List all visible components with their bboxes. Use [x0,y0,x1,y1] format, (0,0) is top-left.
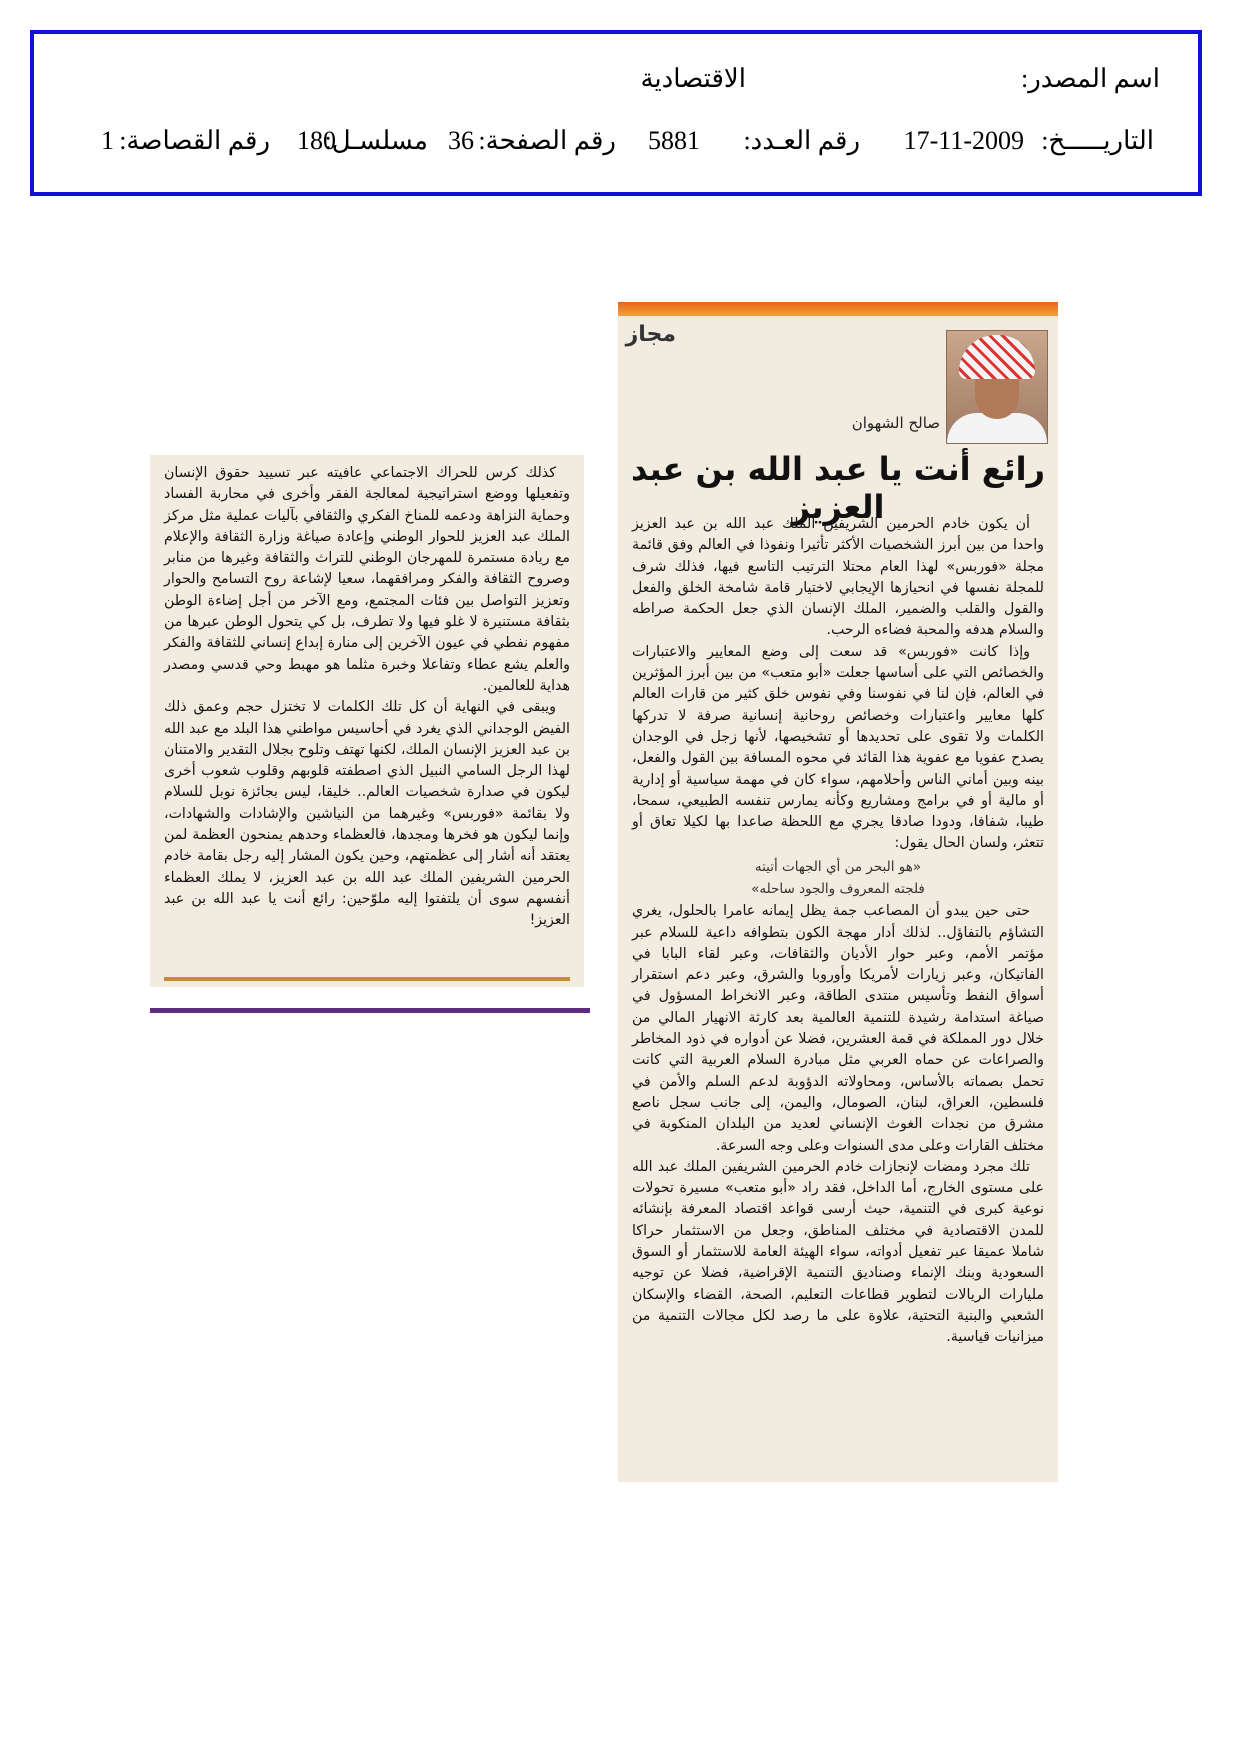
column-header-bar [618,302,1058,316]
column-rubric: مجاز [625,322,676,347]
issue-label: رقم العـدد: [743,126,860,155]
source-value: الاقتصادية [640,64,746,93]
clip-value: 1 [101,126,114,155]
serial-value: 180 [297,126,336,155]
article-paragraph: أن يكون خادم الحرمين الشريفين الملك عبد الله بن عبد العزيز واحدا من بين أبرز الشخصيات الأكثر تأثيرا ونفوذا في العالم وفق قائمة مجلة «فوربس» لهذا العام محتلا الترتيب التاسع فيها، فذلك شرف للمجلة نفسها في انحيازها الإيجابي لاختيار قامة شامخة الخلق والفعل والقول والقلب والضمير، الملك الإنسان الذي جعل الحكمة صراطه والسلام هدفه والمحبة فضاءه الرحب. [632,516,1044,639]
meta-row-source [34,64,1198,104]
article-paragraph: حتى حين يبدو أن المصاعب جمة يظل إيمانه عامرا بالحلول، يغري التشاؤم بالتفاؤل.. لذلك أدار مهجة الكون بتطوافه داعية للسلام عبر مؤتمر الأمم، وعبر حوار الأديان والثقافات، وعبر لقاء البابا في الفاتيكان، وعبر زيارات لأمريكا وأوروبا والشرق، وعبر دعم استقرار أسواق النفط وتأسيس منتدى الطاقة، وعبر الانخراط المسؤول في صياغة استدامة رشيدة للتنمية العالمية بعد كارثة الانهيار المالي من خلال دور المملكة في قمة العشرين، فضلا عن أدواره في ذود المخاطر والصراعات عن حماه العربي مثل مبادرة السلام العربية التي كانت تحمل بصماته بالأساس، ومحاولاته الدؤوبة لدعم السلم والأمن في فلسطين، العراق، لبنان، الصومال، واليمن، إلى جانب سجل ناصع مشرق من نجدات الغوث الإنساني لعديد من البلدان المنكوبة في مختلف القارات وعلى مدى السنوات وعلى وجه السرعة. [632,903,1044,1154]
continuation-body [164,463,570,932]
column-bottom-rule [164,977,570,981]
article-body [632,514,1044,1348]
article-continuation-column [150,455,584,987]
meta-row-details [34,126,1198,166]
article-headline: رائع أنت يا عبد الله بن عبد العزيز [630,450,1046,527]
date-label: التاريـــــخ: [1041,126,1154,155]
article-paragraph: ويبقى في النهاية أن كل تلك الكلمات لا تختزل حجم وعمق ذلك الفيض الوجداني الذي يغرد في أحاسيس مواطني هذا البلد مع عبد الله بن عبد العزيز الإنسان الملك، لكنها تهتف وتلوح بجلال التقدير والامتنان لهذا الرجل السامي النبيل الذي اصطفته قلوبهم وقلوب شعوب أخرى ليكون في صدارة شخصيات العالم.. خليقا، ليس بجائزة نوبل للسلام ولا بقائمة «فوربس» وغيرهما من النياشين والإشادات والشهادات، وإنما ليكون هو فخرها ومجدها، فالعظماء وحدهم يمنحون العظمة لمن يعتقد أنه أشار إلى عظمتهم، وحين يكون المشار إليه رجل بقامة خادم الحرمين الشريفين الملك عبد الله بن عبد العزيز، لا يملك العظماء أنفسهم سوى أن يلتفتوا إليه ملوّحين: رائع أنت يا عبد الله بن عبد العزيز! [164,699,570,929]
poem-verse-line: فلجته المعروف والجود ساحله» [751,881,925,897]
section-divider [150,1008,590,1013]
article-paragraph: تلك مجرد ومضات لإنجازات خادم الحرمين الشريفين الملك عبد الله على مستوى الخارج، أما الداخل، فقد راد «أبو متعب» مسيرة تحولات نوعية كبرى في التنمية، حيث أرسى قواعد اقتصاد المعرفة بإنشائه للمدن الاقتصادية في مختلف المناطق، وجعل من الاستثمار حراكا شاملا عميقا عبر تفعيل أدواته، سواء الهيئة العامة للاستثمار أو السوق السعودية وبنك الإنماء وصناديق التنمية الإقراضية، فضلا عن توجيه مليارات الريالات لتطوير قطاعات التعليم، الصحة، القضاء والإسكان الشعبي والبنية التحتية، علاوة على ما رصد لكل مجالات التنمية من ميزانيات قياسية. [632,1158,1044,1346]
date-value: 17-11-2009 [903,126,1024,155]
page-label: رقم الصفحة: [478,126,616,155]
article-paragraph: كذلك كرس للحراك الاجتماعي عافيته عبر تسييد حقوق الإنسان وتفعيلها ووضع استراتيجية لمعالجة الفقر وأخرى في محاربة الفساد وحماية النزاهة ودعمه للمناخ الفكري والثقافي بآليات عملية مثل مركز الملك عبد العزيز للحوار الوطني وإعادة صياغة وزارة الثقافة والإعلام مع ريادة مستمرة للمهرجان الوطني للتراث والثقافة وغيرها من منابر وصروح الثقافة والفكر ومرافقهما، سعيا لإشاعة روح التسامح والحوار وتعزيز التواصل بين فئات المجتمع، ومع الآخر من أجل إضاءة الوطن بثقافة مستنيرة لا غلو فيها ولا تطرف، بل كي يتحول الوطن عبرها من مفهوم نفطي في عيون الآخرين إلى منارة إبداع إنساني للثقافة والفكر والعلم يشع عطاء وتفاعلا وخبرة مثلما هو مهبط وحي قدسي ومصدر هداية للعالمين. [164,465,570,694]
poem-verse-line: «هو البحر من أي الجهات أتيته [754,858,922,875]
author-name: صالح الشهوان [851,414,940,432]
author-photo [946,330,1048,444]
page-value: 36 [448,126,474,155]
clip-label: رقم القصاصة: [119,126,270,155]
issue-value: 5881 [648,126,700,155]
article-main-column [618,302,1058,1482]
clipping-metadata-box [30,30,1202,196]
serial-label: مسلسـل: [324,126,428,155]
article-paragraph: وإذا كانت «فوربس» قد سعت إلى وضع المعايير والاعتبارات والخصائص التي على أساسها جعلت «أبو متعب» من بين أبرز المؤثرين في العالم، فإن لنا في نفوسنا وفي نفوس خلق كثير من قارات العالم كلها معايير واعتبارات وخصائص روحانية إنسانية صرفة لا تدركها الكلمات ولا تقوى على تحديدها أو تشخيصها، لأنها زجل في الوجدان يصدح عفويا مع عفوية هذا القائد في محوه المسافة بين القول والفعل، بينه وبين أماني الناس وأحلامهم، سواء كان في مهمة سياسية أو إدارية أو مالية أو في برامج ومشاريع وكأنه يمارس تنفسه الطبيعي، سمحا، طيبا، شفافا، ودودا صادقا يجري مع اللحظة صاعدا بها لكيلا تعاق أو تتعثر، ولسان الحال يقول: [632,643,1044,852]
source-label: اسم المصدر: [1021,64,1160,93]
